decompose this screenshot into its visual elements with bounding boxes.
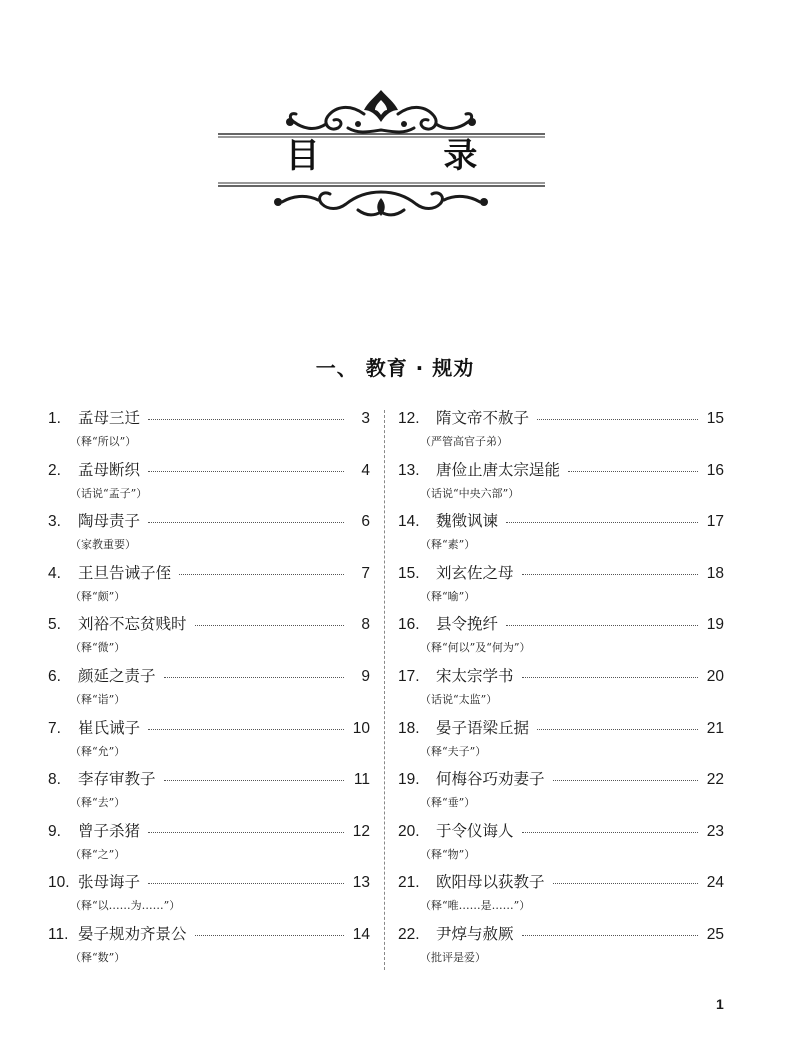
entry-page: 25 [706, 925, 724, 943]
toc-entry[interactable] [398, 458, 724, 510]
toc-entry[interactable] [398, 561, 724, 613]
toc-entry[interactable] [398, 664, 724, 716]
entry-page: 3 [361, 410, 370, 427]
entry-note: （释“垂”） [420, 796, 476, 810]
entry-title: 陶母责子 [78, 512, 141, 531]
entry-title: 李存审教子 [78, 770, 156, 789]
dot-leader [522, 832, 698, 833]
dot-leader [537, 729, 698, 730]
entry-note: （释“唯……是……”） [420, 899, 531, 913]
entry-page: 24 [706, 874, 724, 892]
entry-title: 于令仪诲人 [436, 821, 514, 840]
entry-note: （释“之”） [70, 847, 126, 861]
entry-title: 欧阳母以荻教子 [436, 873, 545, 892]
dot-leader [164, 677, 344, 678]
entry-note: （释“物”） [420, 847, 476, 861]
entry-title: 崔氏诫子 [78, 718, 141, 737]
entry-page: 18 [706, 564, 724, 582]
entry-title: 刘玄佐之母 [436, 563, 514, 582]
entry-title: 王旦告诫子侄 [78, 563, 172, 582]
entry-note: （释“以……为……”） [70, 899, 181, 913]
toc-entry[interactable] [48, 664, 370, 716]
dot-leader [553, 883, 698, 884]
entry-number: 21. [398, 874, 420, 892]
entry-title: 孟母断织 [78, 460, 141, 479]
entry-number: 10. [48, 874, 70, 892]
entry-title: 孟母三迁 [78, 409, 141, 427]
entry-note: （释“允”） [70, 744, 126, 758]
toc-entry[interactable] [398, 612, 724, 664]
entry-note: （释“喻”） [420, 589, 476, 603]
entry-number: 20. [398, 822, 420, 840]
dot-leader [506, 522, 698, 523]
entry-note: （释“颇”） [70, 589, 126, 603]
entry-page: 22 [706, 771, 724, 789]
entry-note: （释“所以”） [70, 435, 137, 448]
entry-note: （释“夫子”） [420, 744, 487, 758]
entry-page: 13 [352, 874, 370, 892]
entry-title: 尹焞与赦厥 [436, 924, 514, 943]
toc-entry[interactable] [398, 509, 724, 561]
dot-leader [148, 729, 344, 730]
entry-page: 8 [361, 616, 370, 634]
entry-note: （释“去”） [70, 796, 126, 810]
entry-number: 18. [398, 719, 420, 737]
entry-number: 13. [398, 461, 420, 479]
dot-leader [148, 522, 344, 523]
toc-entry[interactable] [398, 716, 724, 768]
entry-number: 2. [48, 461, 61, 479]
dot-leader [164, 780, 344, 781]
dot-leader [537, 419, 698, 420]
entry-note: （严管高官子弟） [420, 435, 508, 448]
entry-page: 15 [706, 410, 724, 427]
toc-entry[interactable] [398, 406, 724, 458]
entry-page: 11 [353, 771, 370, 789]
entry-note: （释“数”） [70, 950, 126, 964]
column-divider [384, 410, 385, 970]
dot-leader [195, 625, 344, 626]
entry-number: 9. [48, 822, 61, 840]
toc-entry[interactable] [48, 458, 370, 510]
entry-number: 12. [398, 410, 420, 427]
entry-note: （释“诣”） [70, 692, 126, 706]
entry-note: （批评是爱） [420, 950, 486, 964]
dot-leader [522, 574, 698, 575]
entry-number: 8. [48, 771, 61, 789]
entry-number: 5. [48, 616, 61, 634]
dot-leader [148, 832, 344, 833]
entry-page: 17 [706, 513, 724, 531]
entry-page: 9 [361, 667, 370, 685]
toc-entry[interactable] [48, 870, 370, 922]
entry-number: 1. [48, 410, 61, 427]
entry-title: 隋文帝不赦子 [436, 409, 530, 427]
page-title: 目 录 [285, 136, 534, 176]
entry-number: 3. [48, 513, 61, 531]
entry-title: 魏徵讽谏 [436, 512, 499, 531]
entry-page: 21 [706, 719, 724, 737]
toc-entry[interactable] [48, 612, 370, 664]
entry-page: 7 [361, 564, 370, 582]
dot-leader [522, 677, 698, 678]
dot-leader [522, 935, 698, 936]
entry-number: 22. [398, 925, 420, 943]
dot-leader [195, 935, 344, 936]
dot-leader [506, 625, 698, 626]
entry-page: 14 [352, 925, 370, 943]
entry-title: 刘裕不忘贫贱时 [78, 615, 187, 634]
entry-page: 23 [706, 822, 724, 840]
entry-note: （话说“太监”） [420, 692, 498, 706]
entry-note: （释“微”） [70, 641, 126, 655]
toc-column-right [398, 406, 724, 974]
entry-note: （释“素”） [420, 538, 476, 552]
entry-title: 唐俭止唐太宗逞能 [436, 460, 561, 479]
entry-title: 何梅谷巧劝妻子 [436, 770, 545, 789]
entry-page: 20 [706, 667, 724, 685]
entry-note: （话说“孟子”） [70, 486, 148, 500]
dot-leader [179, 574, 344, 575]
entry-page: 12 [352, 822, 370, 840]
toc-entry[interactable] [398, 870, 724, 922]
entry-note: （话说“中央六部”） [420, 486, 520, 500]
entry-number: 14. [398, 513, 420, 531]
toc-entry[interactable] [48, 509, 370, 561]
entry-page: 6 [361, 513, 370, 531]
dot-leader [148, 883, 344, 884]
entry-number: 6. [48, 667, 61, 685]
title-ornament-frame [218, 88, 545, 220]
dot-leader [148, 471, 344, 472]
toc-column-left [48, 406, 370, 974]
entry-page: 10 [352, 719, 370, 737]
entry-number: 17. [398, 667, 420, 685]
entry-title: 晏子规劝齐景公 [78, 924, 187, 943]
entry-title: 颜延之责子 [78, 666, 156, 685]
page-number: 1 [716, 996, 724, 1012]
toc-entry[interactable] [48, 767, 370, 819]
toc-entry[interactable] [48, 406, 370, 458]
toc-entry[interactable] [48, 716, 370, 768]
entry-title: 曾子杀猪 [78, 821, 141, 840]
dot-leader [148, 419, 344, 420]
entry-title: 张母诲子 [78, 873, 141, 892]
entry-number: 11. [48, 925, 69, 943]
entry-page: 4 [361, 461, 370, 479]
toc-entry[interactable] [48, 819, 370, 871]
entry-note: （释“何以”及“何为”） [420, 641, 531, 655]
entry-page: 19 [706, 616, 724, 634]
toc-entry[interactable] [48, 922, 370, 974]
toc-entry[interactable] [398, 767, 724, 819]
entry-number: 7. [48, 719, 61, 737]
entry-title: 宋太宗学书 [436, 666, 514, 685]
toc-entry[interactable] [398, 819, 724, 871]
entry-note: （家教重要） [70, 538, 136, 552]
entry-title: 晏子语梁丘据 [436, 718, 530, 737]
entry-title: 县令挽纤 [436, 615, 499, 634]
dot-leader [568, 471, 698, 472]
entry-page: 16 [706, 461, 724, 479]
toc-entry[interactable] [398, 922, 724, 974]
entry-number: 19. [398, 771, 420, 789]
entry-number: 15. [398, 564, 420, 582]
toc-entry[interactable] [48, 561, 370, 613]
dot-leader [553, 780, 698, 781]
entry-number: 16. [398, 616, 420, 634]
entry-number: 4. [48, 564, 61, 582]
section-heading: 一、 教育 · 规劝 [315, 356, 475, 380]
